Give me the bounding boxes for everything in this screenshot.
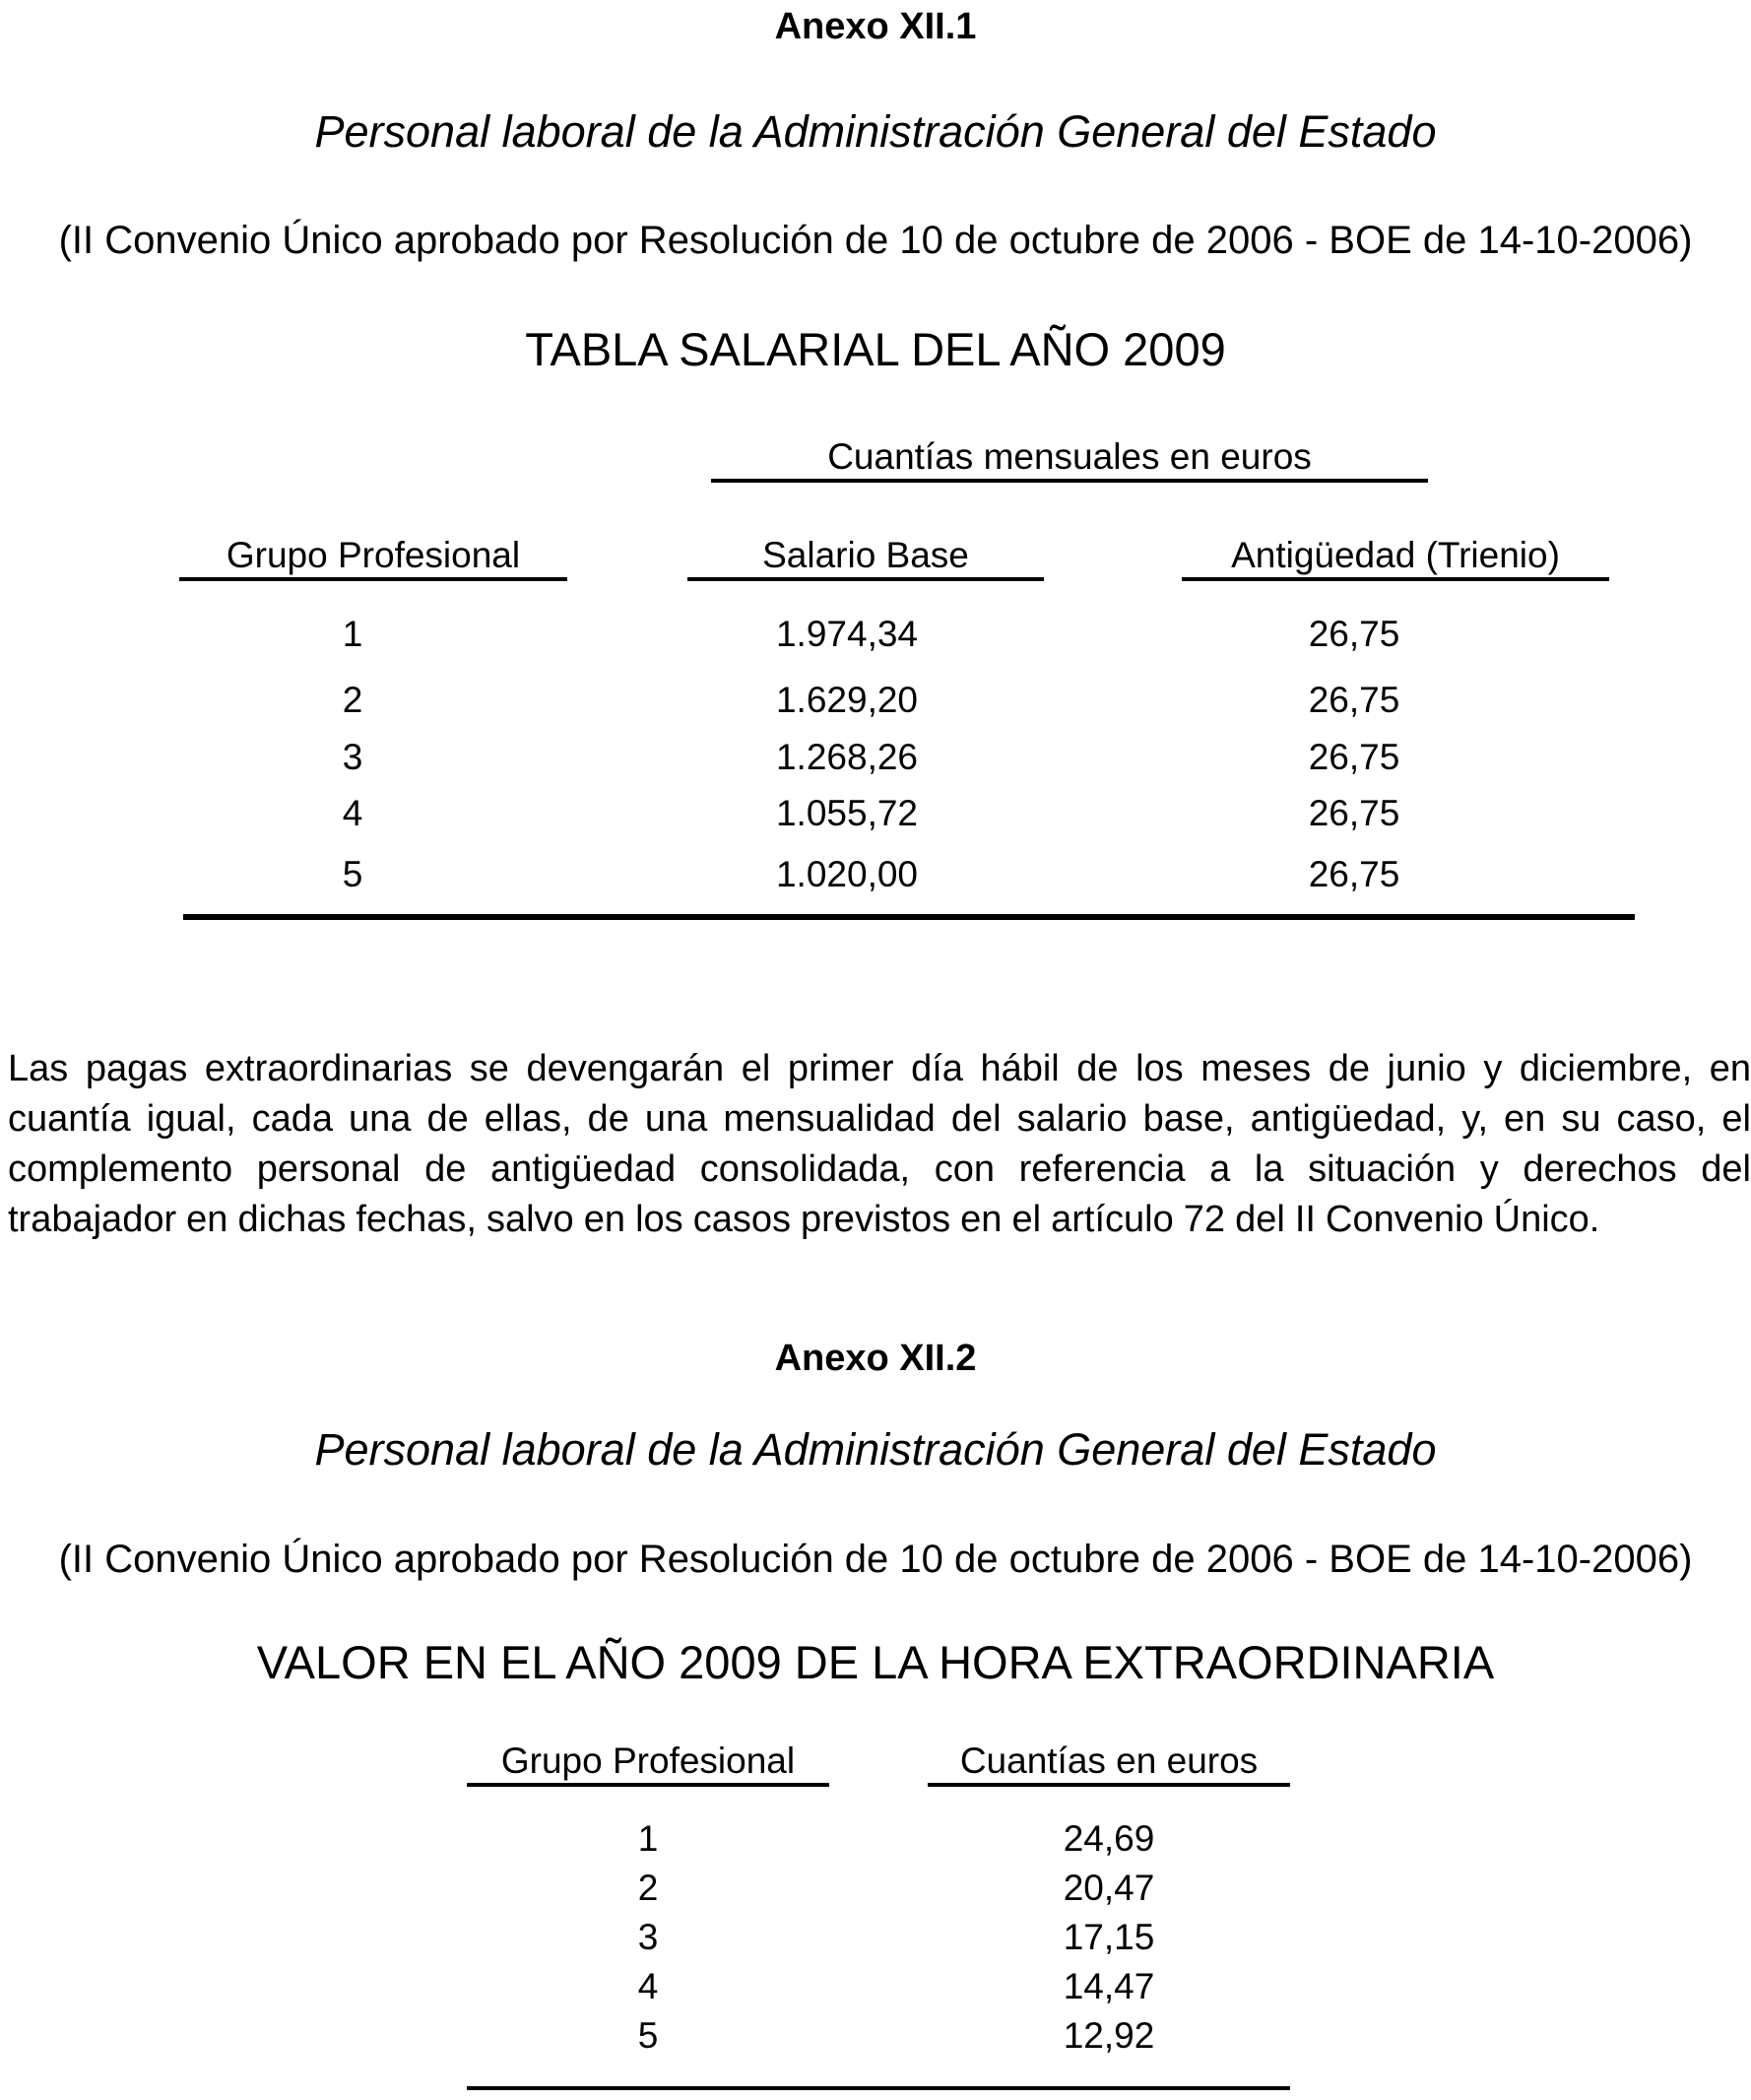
cell-grupo: 2 <box>342 680 363 720</box>
cell-salario: 1.055,72 <box>775 793 919 833</box>
annex-1-title: Anexo XII.1 <box>774 6 977 47</box>
column-header-grupo: Grupo Profesional <box>500 1740 796 1781</box>
cell-salario: 1.020,00 <box>775 854 919 894</box>
cell-salario: 1.974,34 <box>775 614 919 654</box>
cell-grupo: 4 <box>342 793 363 833</box>
group-header-underline <box>711 479 1428 483</box>
column-header-salario: Salario Base <box>762 535 969 575</box>
annex-2-table-title: VALOR EN EL AÑO 2009 DE LA HORA EXTRAORDINARIA <box>256 1636 1495 1688</box>
cell-antiguedad: 26,75 <box>1308 854 1400 894</box>
cell-cuantia: 14,47 <box>1063 1966 1155 2006</box>
table-bottom-rule <box>467 2086 1290 2090</box>
annex-2-title: Anexo XII.2 <box>774 1338 977 1379</box>
annex-1-reference: (II Convenio Único aprobado por Resolución de 10 de octubre de 2006 - BOE de 14-10-2006) <box>58 219 1693 262</box>
cell-grupo: 5 <box>637 2015 659 2056</box>
annex-2-reference: (II Convenio Único aprobado por Resolución de 10 de octubre de 2006 - BOE de 14-10-2006) <box>58 1538 1693 1581</box>
column-header-antiguedad: Antigüedad (Trienio) <box>1231 535 1560 575</box>
cell-grupo: 1 <box>342 614 363 654</box>
cell-grupo: 4 <box>637 1966 659 2006</box>
column-underline-salario <box>687 577 1044 581</box>
annex-2-subtitle: Personal laboral de la Administración General del Estado <box>314 1424 1437 1475</box>
cell-grupo: 5 <box>342 854 363 894</box>
extra-pay-paragraph: Las pagas extraordinarias se devengarán el primer día hábil de los meses de junio y diciembre, en cuantía igual, cada una de ellas, de una mensualidad del salario base, antigüedad, y, en su caso, el complemento personal de antigüedad consolidada, con referencia a la situación y derechos del trabajador en dichas fechas, salvo en los casos previstos en el artículo 72 del II Convenio Único. <box>8 1048 1751 1240</box>
cell-grupo: 3 <box>637 1917 659 1957</box>
cell-antiguedad: 26,75 <box>1308 793 1400 833</box>
table-bottom-rule <box>183 914 1635 920</box>
column-header-grupo: Grupo Profesional <box>226 535 521 575</box>
cell-salario: 1.629,20 <box>775 680 919 720</box>
annex-1-table-title: TABLA SALARIAL DEL AÑO 2009 <box>525 323 1226 375</box>
cell-antiguedad: 26,75 <box>1308 737 1400 777</box>
cell-grupo: 2 <box>637 1868 659 1908</box>
cell-cuantia: 24,69 <box>1063 1818 1155 1859</box>
cell-salario: 1.268,26 <box>775 737 919 777</box>
column-underline-antiguedad <box>1182 577 1609 581</box>
cell-cuantia: 17,15 <box>1063 1917 1155 1957</box>
column-header-cuantia: Cuantías en euros <box>959 1740 1259 1781</box>
column-underline-grupo <box>467 1783 829 1787</box>
annex-1-subtitle: Personal laboral de la Administración General del Estado <box>314 106 1437 157</box>
cell-grupo: 3 <box>342 737 363 777</box>
cell-antiguedad: 26,75 <box>1308 680 1400 720</box>
cell-cuantia: 12,92 <box>1063 2015 1155 2056</box>
salary-table-group-header: Cuantías mensuales en euros <box>827 436 1312 477</box>
column-underline-grupo <box>179 577 567 581</box>
cell-grupo: 1 <box>637 1818 659 1859</box>
cell-cuantia: 20,47 <box>1063 1868 1155 1908</box>
column-underline-cuantia <box>928 1783 1290 1787</box>
cell-antiguedad: 26,75 <box>1308 614 1400 654</box>
